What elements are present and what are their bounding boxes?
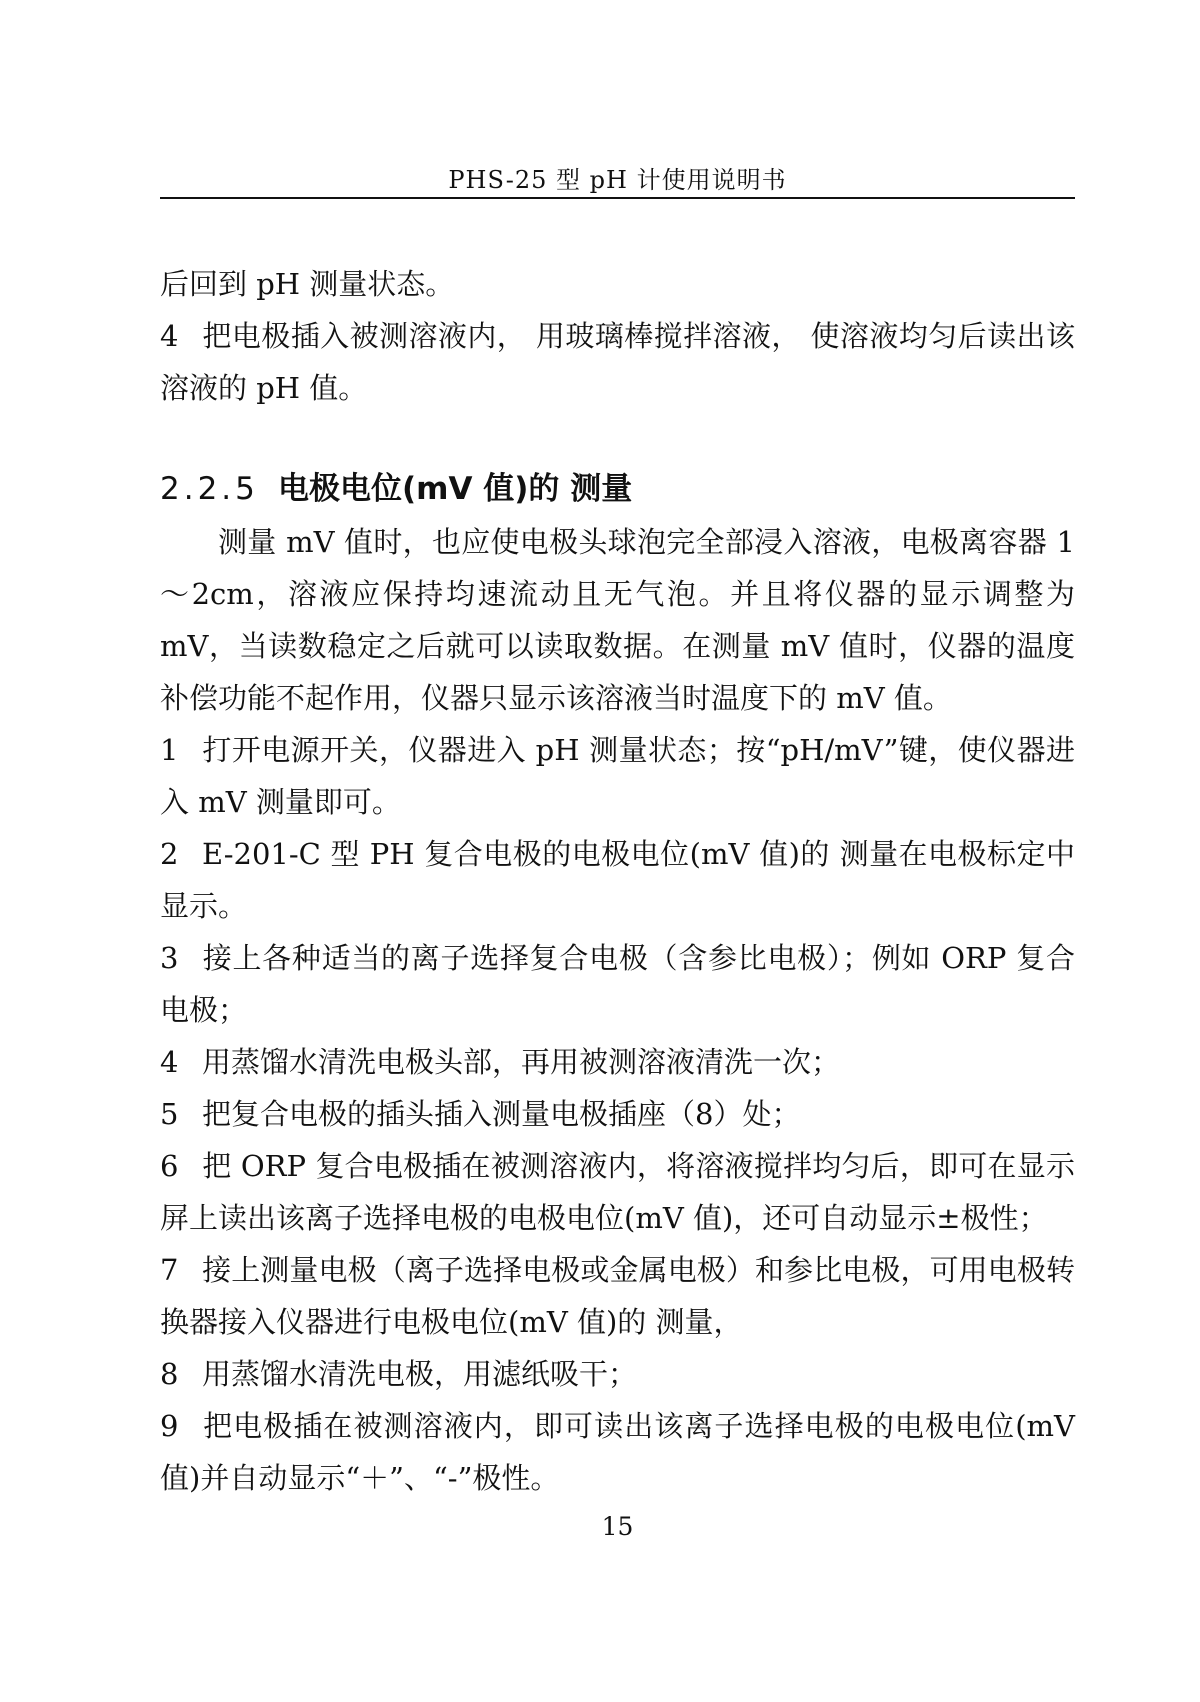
running-header: PHS-25 型 pH 计使用说明书 <box>448 166 787 194</box>
item-text: 用蒸馏水清洗电极，用滤纸吸干； <box>202 1357 638 1391</box>
section-paragraph: 测量 mV 值时，也应使电极头球泡完全部浸入溶液，电极离容器 1～2cm，溶液应保持均速流动且无气泡。并且将仪器的显示调整为 mV，当读数稳定之后就可以读取数据。在测量 mV 值时，仪器的温度补偿功能不起作用，仪器只显示该溶液当时温度下的 mV 值。 <box>160 525 1075 715</box>
item-text: 打开电源开关，仪器进入 pH 测量状态；按“pH/mV”键，使仪器进入 mV 测量即可。 <box>160 733 1075 819</box>
item-text: 把 ORP 复合电极插在被测溶液内，将溶液搅拌均匀后，即可在显示屏上读出该离子选择电极的电极电位(mV 值)，还可自动显示±极性； <box>160 1149 1075 1235</box>
item-number: 6 <box>160 1149 179 1183</box>
item-number: 1 <box>160 733 179 767</box>
list-item <box>160 1036 1075 1088</box>
list-item <box>160 724 1075 828</box>
list-item <box>160 1088 1075 1140</box>
section-heading <box>160 464 1075 514</box>
section-number: 2.2.5 <box>160 471 259 507</box>
list-item <box>160 1348 1075 1400</box>
step-number: 4 <box>160 319 179 353</box>
header-rule <box>160 197 1075 199</box>
item-number: 5 <box>160 1097 179 1131</box>
item-number: 3 <box>160 941 179 975</box>
page-body <box>160 258 1075 1504</box>
continued-text: 后回到 pH 测量状态。 <box>160 267 455 301</box>
section-title-text: 电极电位(mV 值)的 测量 <box>278 471 633 507</box>
list-item <box>160 932 1075 1036</box>
item-text: 用蒸馏水清洗电极头部，再用被测溶液清洗一次； <box>202 1045 841 1079</box>
list-item <box>160 1140 1075 1244</box>
item-text: 接上各种适当的离子选择复合电极（含参比电极）；例如 ORP 复合电极； <box>160 941 1075 1027</box>
intro-step-4 <box>160 310 1075 414</box>
list-item <box>160 828 1075 932</box>
item-number: 9 <box>160 1409 179 1443</box>
item-number: 4 <box>160 1045 179 1079</box>
item-text: E-201-C 型 PH 复合电极的电极电位(mV 值)的 测量在电极标定中显示。 <box>160 837 1075 923</box>
item-number: 2 <box>160 837 179 871</box>
item-text: 接上测量电极（离子选择电极或金属电极）和参比电极，可用电极转换器接入仪器进行电极电位(mV 值)的 测量， <box>160 1253 1075 1339</box>
item-text: 把电极插在被测溶液内，即可读出该离子选择电极的电极电位(mV 值)并自动显示“＋”、“-”极性。 <box>160 1409 1075 1495</box>
list-item <box>160 1244 1075 1348</box>
list-item <box>160 1400 1075 1504</box>
step-text: 把电极插入被测溶液内， 用玻璃棒搅拌溶液， 使溶液均匀后读出该溶液的 pH 值。 <box>160 319 1075 405</box>
page-number: 15 <box>601 1512 634 1541</box>
item-text: 把复合电极的插头插入测量电极插座（8）处； <box>202 1097 801 1131</box>
item-number: 7 <box>160 1253 179 1287</box>
item-number: 8 <box>160 1357 179 1391</box>
